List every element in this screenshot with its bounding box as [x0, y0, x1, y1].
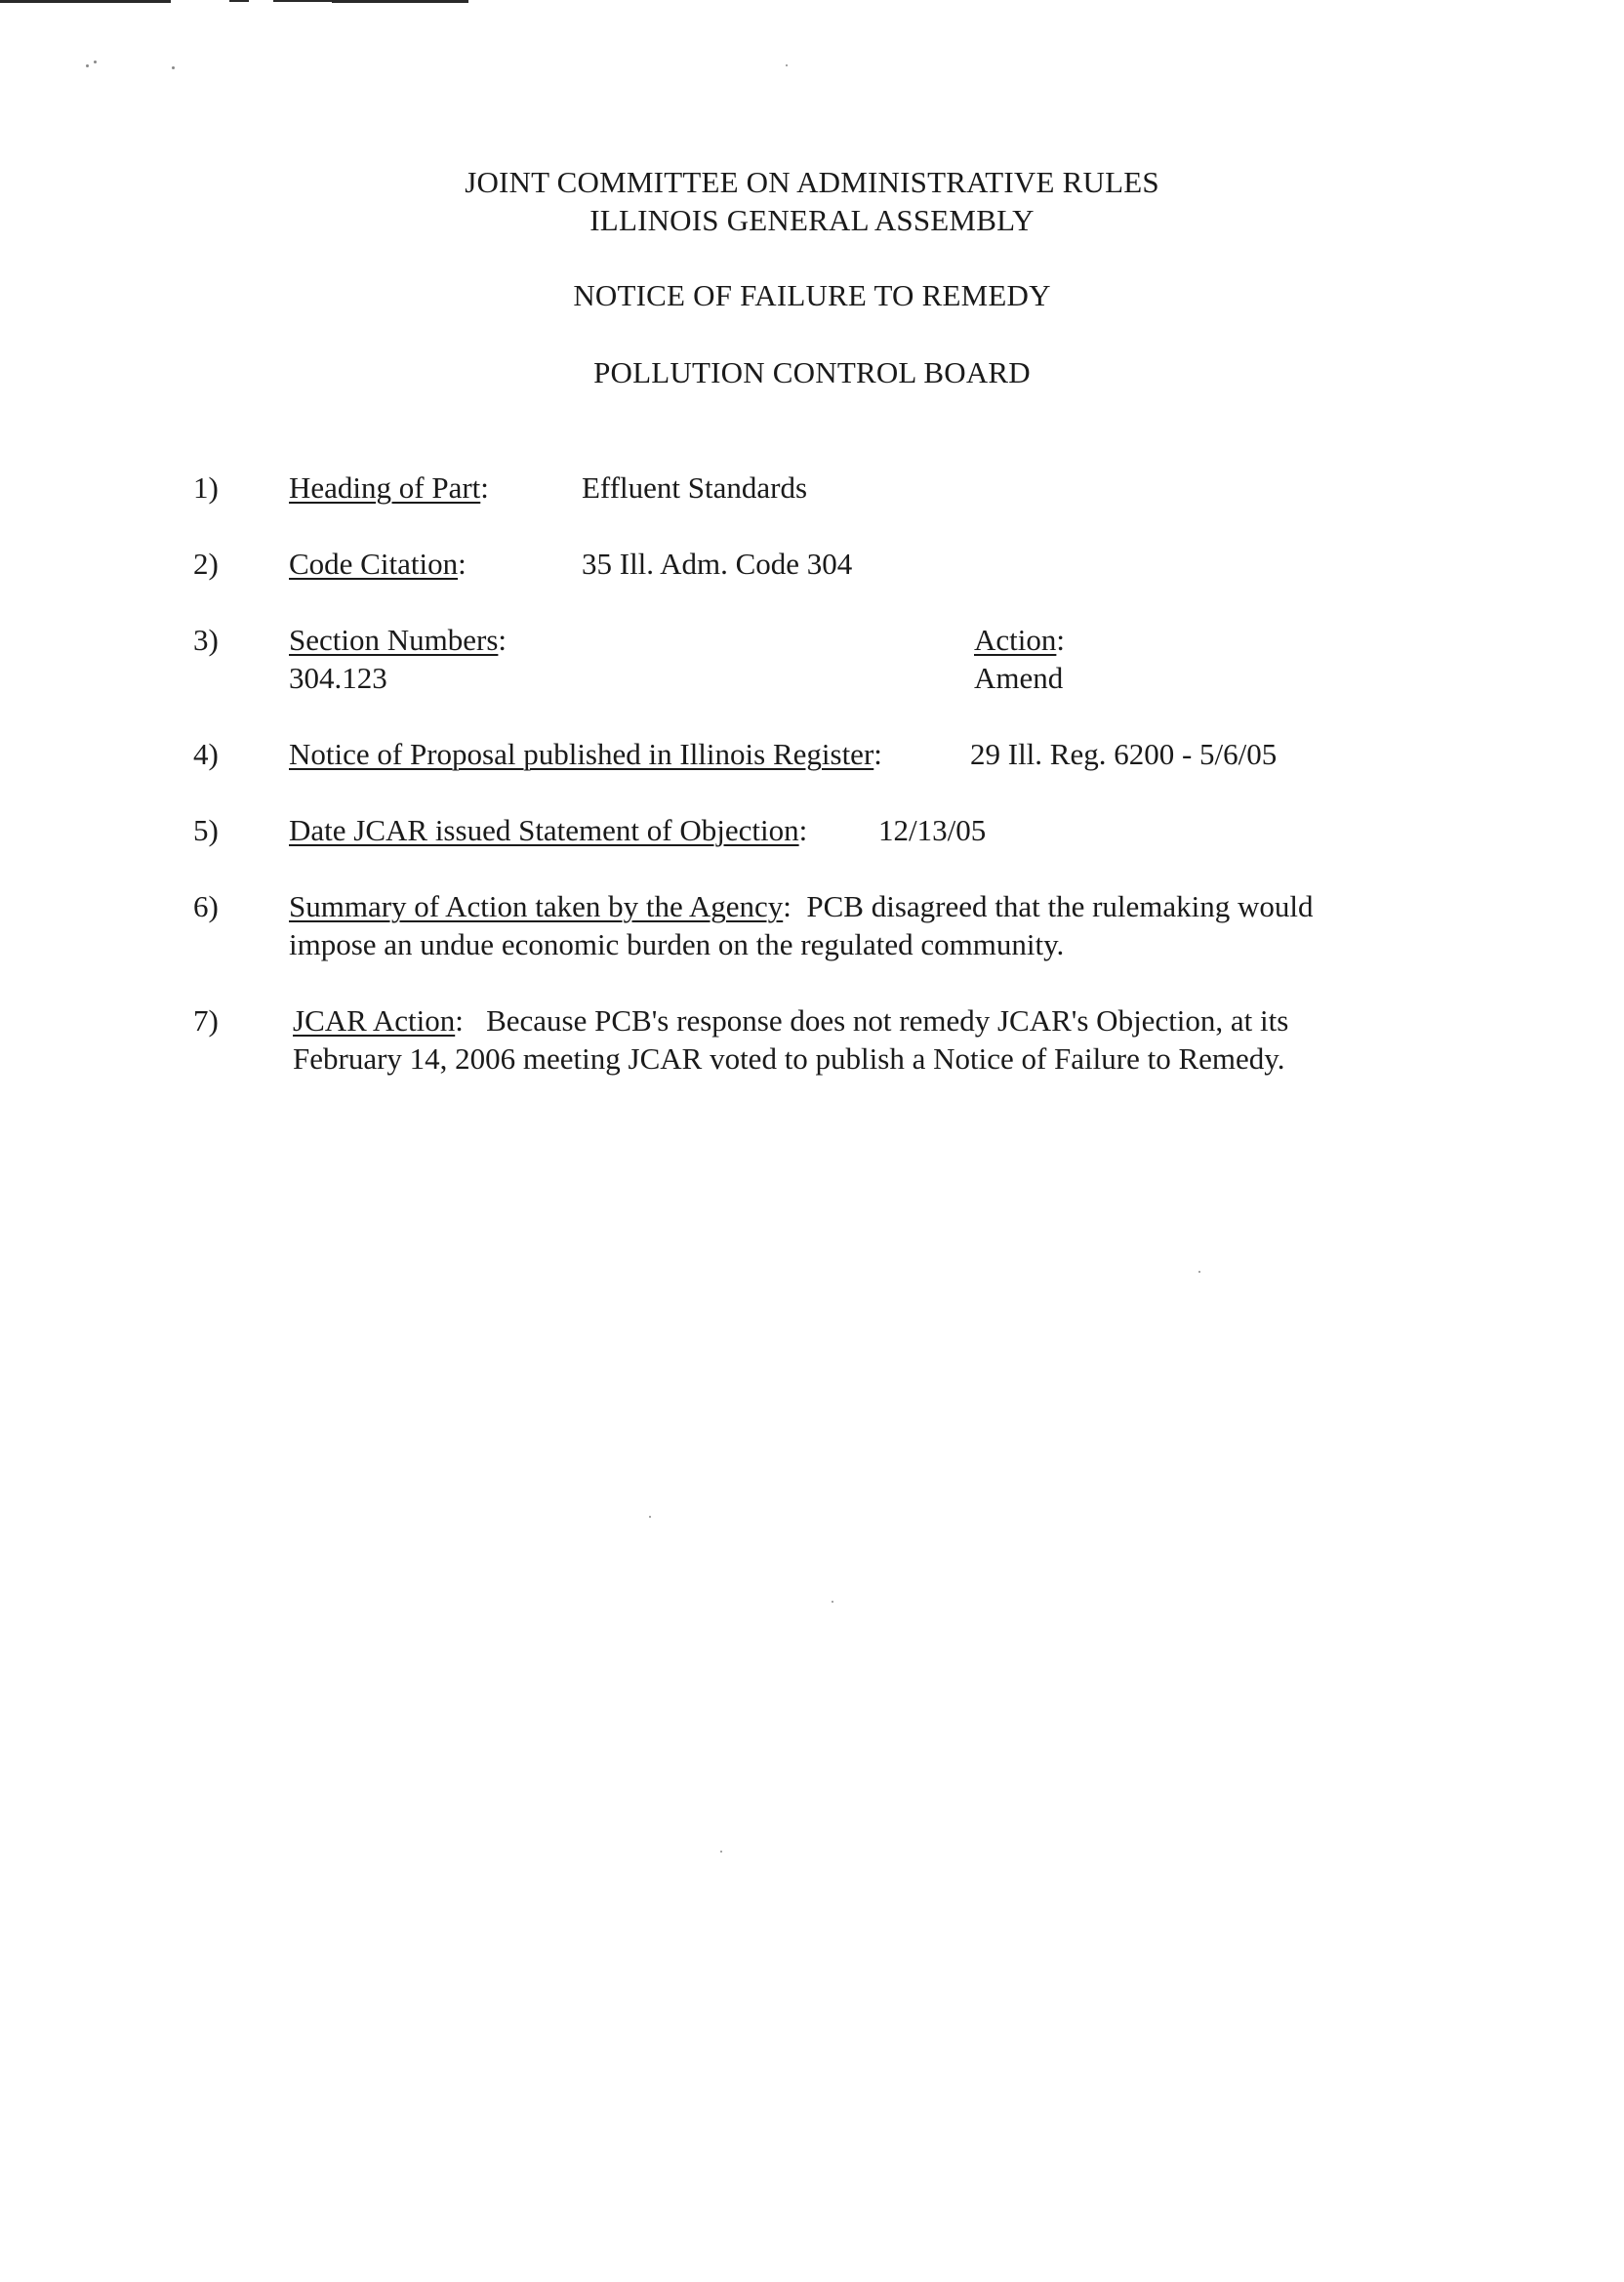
jcar-action-line2: February 14, 2006 meeting JCAR voted to publish a Notice of Failure to Remedy.: [293, 1041, 1285, 1076]
scan-artifact-line: [229, 0, 249, 2]
scan-speck: [86, 64, 89, 67]
committee-name: JOINT COMMITTEE ON ADMINISTRATIVE RULES: [465, 165, 1159, 199]
code-citation-value: 35 Ill. Adm. Code 304: [582, 547, 853, 581]
scan-speck: [786, 64, 788, 66]
section-numbers-value: 304.123: [289, 661, 387, 695]
summary-of-action-line2: impose an undue economic burden on the regulated community.: [289, 927, 1065, 961]
item-number: 5): [193, 813, 219, 847]
item-number: 4): [193, 737, 219, 771]
objection-date-value: 12/13/05: [878, 813, 987, 847]
label-text: Action: [974, 623, 1057, 657]
summary-text: PCB disagreed that the rulemaking would: [806, 889, 1314, 923]
label-text: Notice of Proposal published in Illinois Register: [289, 737, 874, 771]
scan-artifact-line: [332, 0, 468, 3]
heading-of-part-label: Heading of Part:: [289, 470, 489, 505]
label-text: Summary of Action taken by the Agency: [289, 889, 784, 923]
label-text: Date JCAR issued Statement of Objection: [289, 813, 799, 847]
scan-speck: [172, 66, 175, 69]
scan-speck: [94, 61, 97, 63]
heading-of-part-value: Effluent Standards: [582, 470, 808, 505]
code-citation-label: Code Citation:: [289, 547, 467, 581]
section-numbers-label: Section Numbers:: [289, 623, 508, 657]
item-number: 1): [193, 470, 219, 505]
item-number: 6): [193, 889, 219, 923]
objection-date-label: Date JCAR issued Statement of Objection:: [289, 813, 808, 847]
item-number: 3): [193, 623, 219, 657]
summary-of-action-line1: Summary of Action taken by the Agency: PCB disagreed that the rulemaking would: [289, 889, 1314, 923]
label-text: Section Numbers: [289, 623, 499, 657]
label-text: Code Citation: [289, 547, 459, 581]
notice-title: NOTICE OF FAILURE TO REMEDY: [573, 278, 1051, 312]
label-text: JCAR Action: [293, 1003, 456, 1038]
scan-speck: [649, 1516, 651, 1518]
item-number: 7): [193, 1003, 219, 1038]
agency-name: POLLUTION CONTROL BOARD: [593, 355, 1031, 389]
action-label: Action:: [974, 623, 1065, 657]
assembly-name: ILLINOIS GENERAL ASSEMBLY: [589, 203, 1035, 237]
action-value: Amend: [974, 661, 1064, 695]
scan-speck: [832, 1601, 833, 1603]
scan-artifact-line: [273, 0, 332, 2]
scan-speck: [1198, 1271, 1200, 1273]
scan-artifact-line: [0, 0, 171, 3]
notice-of-proposal-label: Notice of Proposal published in Illinois Register:: [289, 737, 882, 771]
item-number: 2): [193, 547, 219, 581]
jcar-action-text: Because PCB's response does not remedy JCAR's Objection, at its: [486, 1003, 1289, 1038]
jcar-action-line1: JCAR Action: Because PCB's response does not remedy JCAR's Objection, at its: [293, 1003, 1289, 1038]
label-text: Heading of Part: [289, 470, 481, 505]
notice-of-proposal-value: 29 Ill. Reg. 6200 - 5/6/05: [970, 737, 1278, 771]
scan-speck: [720, 1851, 722, 1853]
